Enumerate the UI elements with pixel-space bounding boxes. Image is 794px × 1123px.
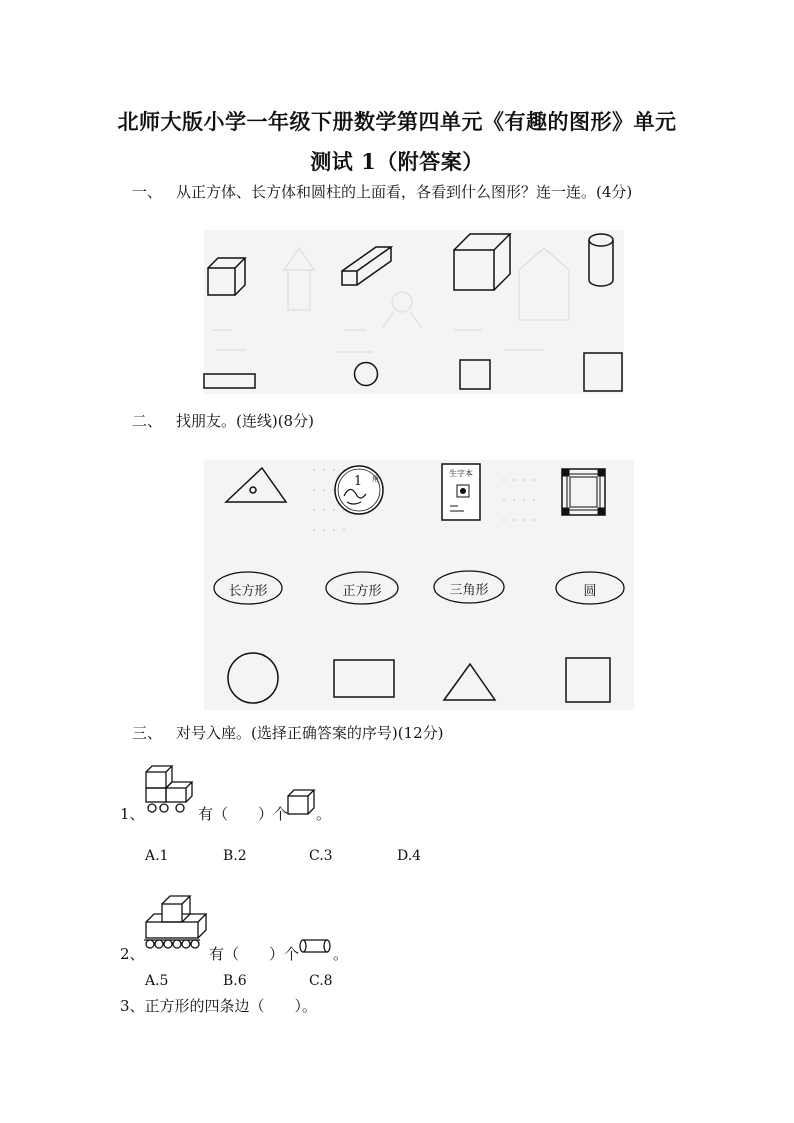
triangle-ruler-icon bbox=[226, 468, 286, 502]
matching-panel bbox=[204, 460, 634, 710]
booklet-label: 生字本 bbox=[449, 469, 473, 478]
triangle-shape bbox=[444, 664, 495, 700]
q2-option-b: B.6 bbox=[223, 973, 247, 989]
small-cube-icon bbox=[286, 788, 318, 816]
coin-unit: 角 bbox=[372, 475, 379, 483]
section2-heading bbox=[132, 410, 314, 431]
section2-number: 二、 bbox=[132, 412, 163, 430]
solids-figure bbox=[204, 230, 624, 394]
q1-option-c: C.3 bbox=[309, 848, 333, 864]
question-2-number: 2、 bbox=[120, 945, 145, 963]
block-car-icon bbox=[142, 762, 200, 816]
solids-panel bbox=[204, 230, 624, 394]
section3-heading bbox=[132, 722, 444, 743]
page-title: 北师大版小学一年级下册数学第四单元《有趣的图形》单元 bbox=[117, 109, 677, 134]
circle-shape bbox=[228, 653, 278, 703]
question-1-text: 有（ ）个 bbox=[198, 805, 289, 823]
picture-frame-icon bbox=[562, 469, 605, 515]
question-2-end: 。 bbox=[333, 945, 349, 963]
q2-option-c: C.8 bbox=[309, 973, 333, 989]
question-1-end: 。 bbox=[316, 805, 332, 823]
rectangle-shape bbox=[334, 660, 394, 697]
section1-heading bbox=[132, 181, 632, 202]
q2-option-a: A.5 bbox=[145, 973, 169, 989]
coin-value: 1 bbox=[353, 474, 363, 489]
question-2-text: 有（ ）个 bbox=[209, 945, 300, 963]
oval-label-square: 正方形 bbox=[342, 584, 382, 599]
question-1-number: 1、 bbox=[120, 805, 145, 823]
question-3-text: 3、正方形的四条边（ ）。 bbox=[120, 997, 318, 1015]
q1-option-d: D.4 bbox=[397, 848, 422, 864]
oval-label-circle: 圆 bbox=[583, 584, 597, 599]
section1-number: 一、 bbox=[132, 183, 163, 201]
q1-option-b: B.2 bbox=[223, 848, 247, 864]
section1-text: 从正方体、长方体和圆柱的上面看，各看到什么图形？连一连。(4分) bbox=[176, 183, 633, 201]
q1-option-a: A.1 bbox=[145, 848, 169, 864]
oval-label-triangle: 三角形 bbox=[449, 583, 489, 598]
block-tractor-icon bbox=[140, 892, 212, 954]
cylinder-tube-icon bbox=[298, 936, 334, 956]
page-title-line2: 测试 1（附答案） bbox=[310, 149, 484, 174]
section3-text: 对号入座。(选择正确答案的序号)(12分) bbox=[176, 724, 444, 742]
section2-text: 找朋友。(连线)(8分) bbox=[176, 412, 314, 430]
oval-label-rectangle: 长方形 bbox=[228, 584, 268, 599]
section3-number: 三、 bbox=[132, 724, 163, 742]
square-shape bbox=[566, 658, 610, 702]
